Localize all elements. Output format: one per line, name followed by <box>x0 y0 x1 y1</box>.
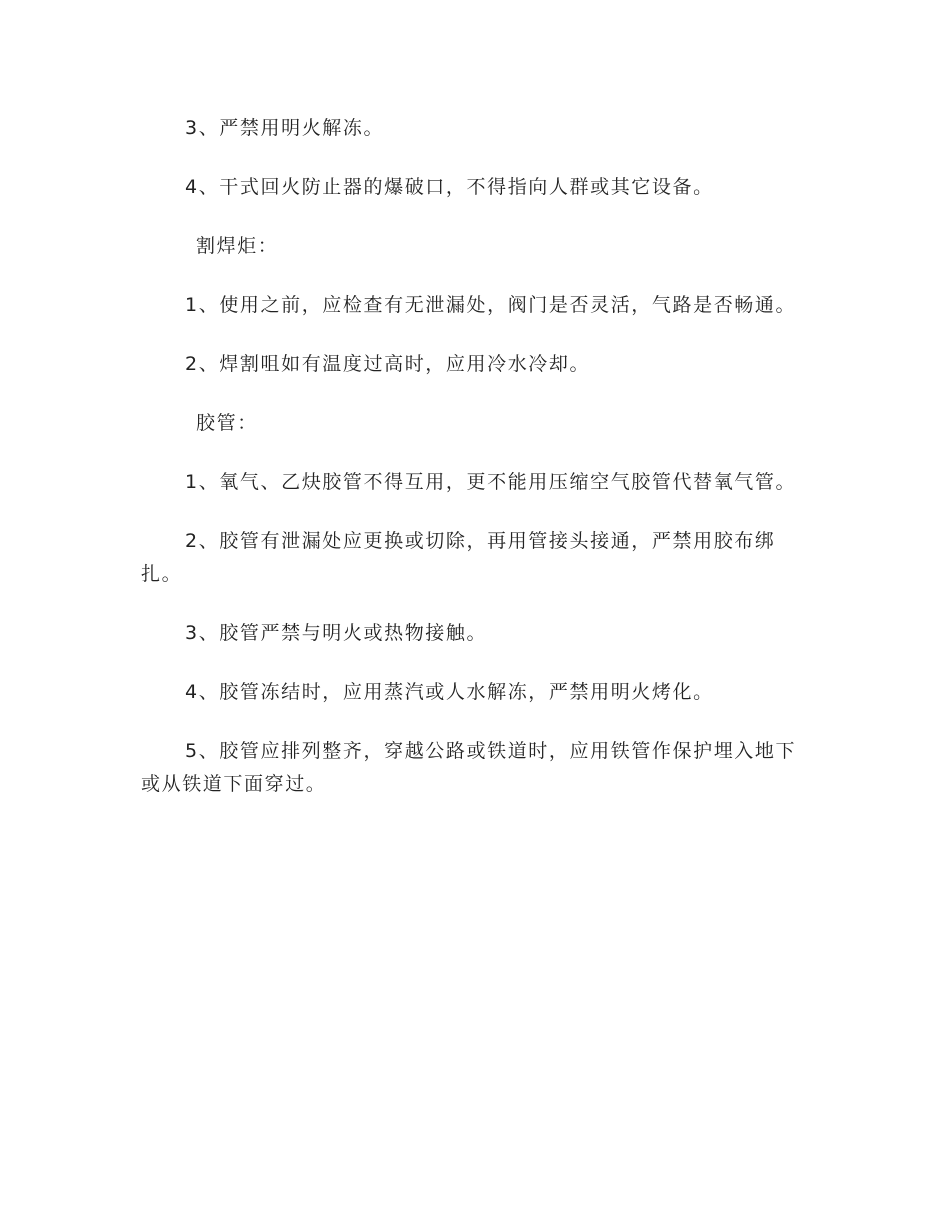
item-torch-pre-use-check: 1、使用之前，应检查有无泄漏处，阀门是否灵活，气路是否畅通。 <box>185 294 797 316</box>
item-hose-no-interchange: 1、氧气、乙炔胶管不得互用，更不能用压缩空气胶管代替氧气管。 <box>185 471 797 493</box>
section-heading-torch: 割焊炬： <box>196 235 279 257</box>
item-hose-routing: 5、胶管应排列整齐，穿越公路或铁道时，应用铁管作保护埋入地下或从铁道下面穿过。 <box>141 740 797 795</box>
item-hose-no-heat-contact: 3、胶管严禁与明火或热物接触。 <box>185 622 488 644</box>
item-hose-frozen-thaw: 4、胶管冻结时，应用蒸汽或人水解冻，严禁用明火烤化。 <box>185 681 714 703</box>
item-hose-leak-repair: 2、胶管有泄漏处应更换或切除，再用管接头接通，严禁用胶布绑扎。 <box>141 530 776 585</box>
section-heading-hose: 胶管： <box>196 412 258 434</box>
item-torch-tip-cooling: 2、焊割咀如有温度过高时，应用冷水冷却。 <box>185 353 591 375</box>
item-flashback-arrestor-vent: 4、干式回火防止器的爆破口，不得指向人群或其它设备。 <box>185 176 714 198</box>
document-body <box>141 112 809 827</box>
item-dont-thaw-with-open-flame: 3、严禁用明火解冻。 <box>185 117 385 139</box>
